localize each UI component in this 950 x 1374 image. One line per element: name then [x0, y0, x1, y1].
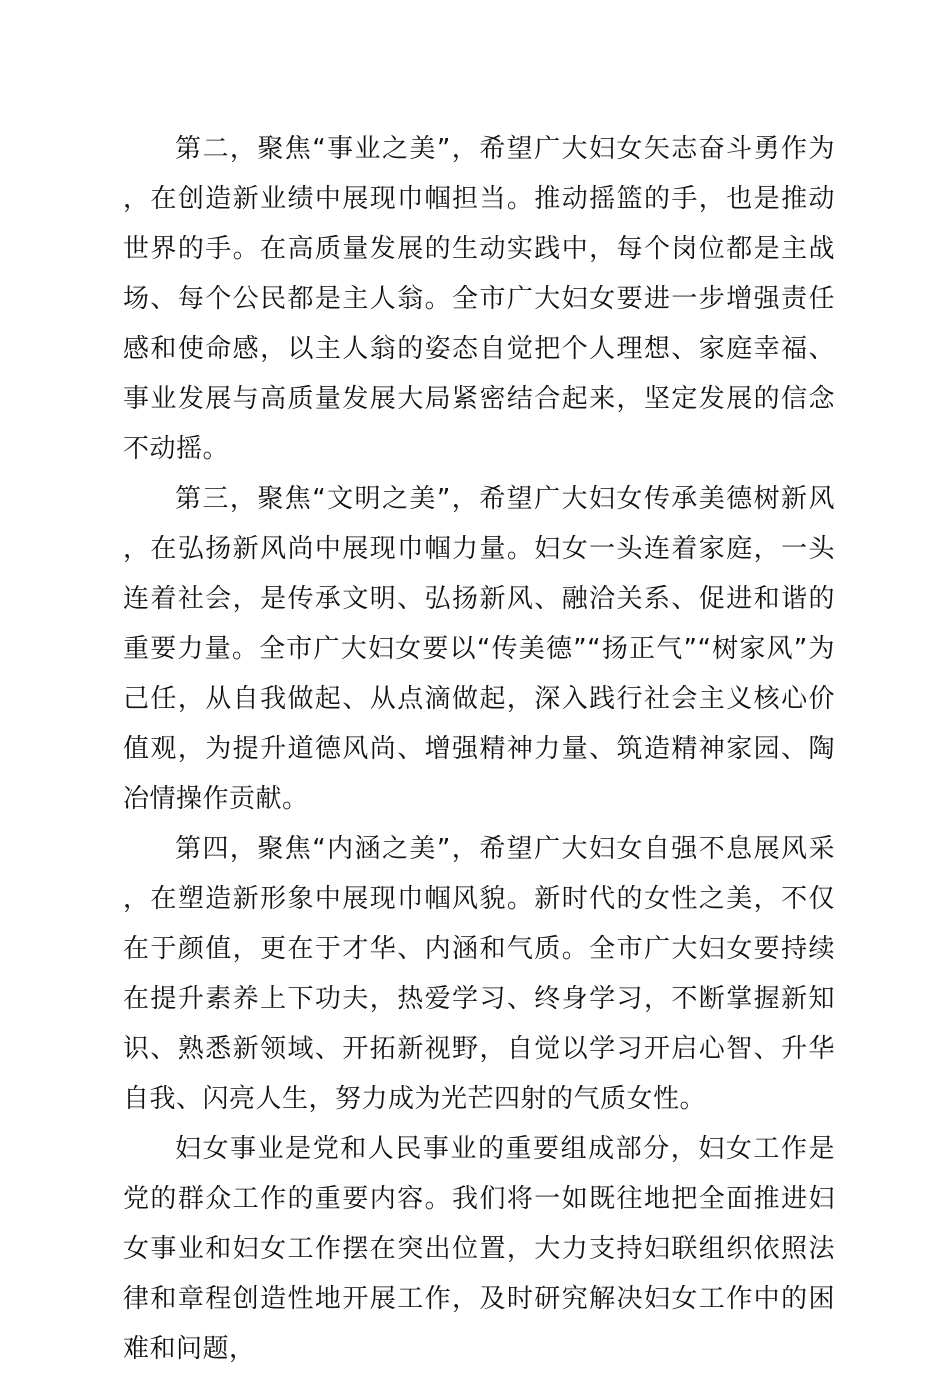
body-text — [123, 124, 835, 1374]
paragraph-career-beauty: 第二，聚焦“事业之美”，希望广大妇女矢志奋斗勇作为，在创造新业绩中展现巾帼担当。推动摇篮的手，也是推动世界的手。在高质量发展的生动实践中，每个岗位都是主战场、每个公民都是主人翁。全市广大妇女要进一步增强责任感和使命感，以主人翁的姿态自觉把个人理想、家庭幸福、事业发展与高质量发展大局紧密结合起来，坚定发展的信念不动摇。 — [123, 134, 835, 464]
paragraph-inner-beauty: 第四，聚焦“内涵之美”，希望广大妇女自强不息展风采，在塑造新形象中展现巾帼风貌。新时代的女性之美，不仅在于颜值，更在于才华、内涵和气质。全市广大妇女要持续在提升素养上下功夫，热爱学习、终身学习，不断掌握新知识、熟悉新领域、开拓新视野，自觉以学习开启心智、升华自我、闪亮人生，努力成为光芒四射的气质女性。 — [123, 834, 835, 1114]
paragraph-civilization-beauty: 第三，聚焦“文明之美”，希望广大妇女传承美德树新风，在弘扬新风尚中展现巾帼力量。妇女一头连着家庭，一头连着社会，是传承文明、弘扬新风、融洽关系、促进和谐的重要力量。全市广大妇女要以“传美德”“扬正气”“树家风”为己任，从自我做起、从点滴做起，深入践行社会主义核心价值观，为提升道德风尚、增强精神力量、筑造精神家园、陶冶情操作贡献。 — [123, 484, 835, 814]
paragraph-womens-cause: 妇女事业是党和人民事业的重要组成部分，妇女工作是党的群众工作的重要内容。我们将一如既往地把全面推进妇女事业和妇女工作摆在突出位置，大力支持妇联组织依照法律和章程创造性地开展工作，及时研究解决妇女工作中的困难和问题， — [123, 1134, 835, 1364]
